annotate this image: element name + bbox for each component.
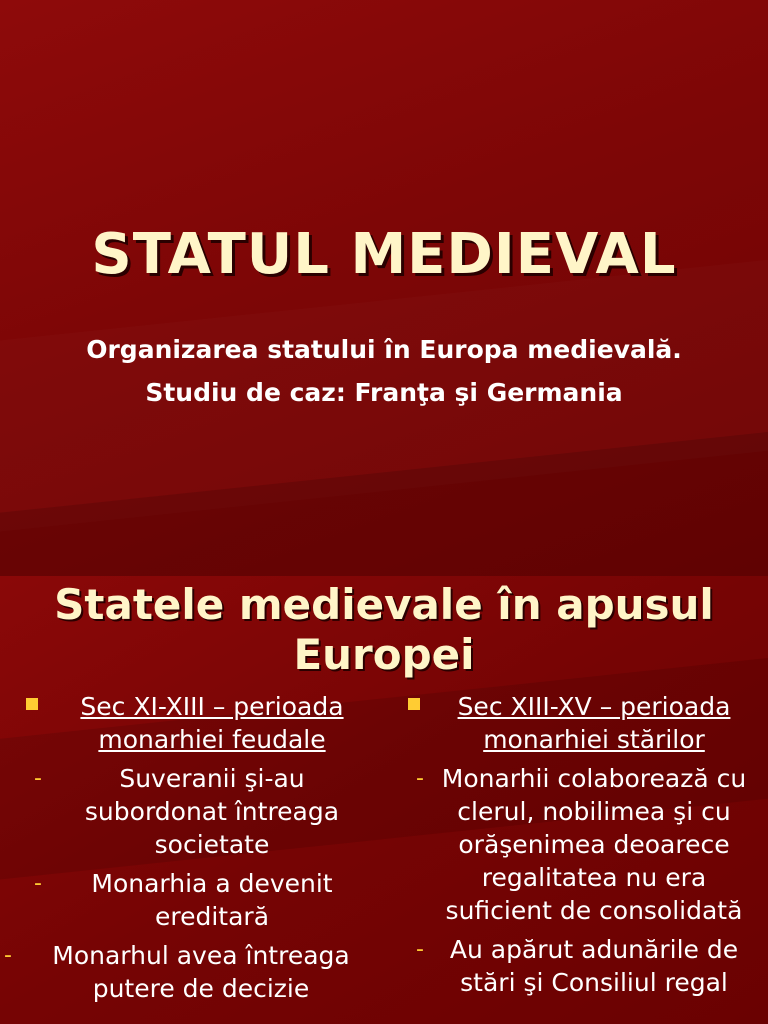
square-bullet-icon <box>26 698 38 710</box>
sub-item <box>408 933 758 999</box>
right-column <box>408 690 758 999</box>
left-column <box>4 690 376 1005</box>
dash-icon: - <box>34 871 42 896</box>
sub-item-text: Monarhii colaborează cu clerul, nobilimea şi cu orăşenimea deoarece regalitatea nu era suficient de consolidată <box>441 764 747 925</box>
subtitle-line: Organizarea statului în Europa medievală. <box>86 335 682 364</box>
sub-item-text: Monarhia a devenit ereditară <box>91 869 333 931</box>
sub-item-text: Monarhul avea întreaga putere de decizie <box>52 941 350 1003</box>
dash-icon: - <box>416 766 424 791</box>
content-slide <box>0 576 768 1024</box>
bullet-item <box>408 690 758 756</box>
dash-icon: - <box>416 937 424 962</box>
dash-icon: - <box>4 943 12 968</box>
sub-item <box>4 939 376 1005</box>
square-bullet-icon <box>408 698 420 710</box>
sub-item <box>26 762 376 861</box>
bullet-heading: Sec XIII-XV – perioada monarhiei stărilor <box>457 692 731 754</box>
slide-subtitle <box>84 333 684 419</box>
slide-title: Statele medievale în apusul Europei <box>54 580 714 679</box>
sub-item <box>26 867 376 933</box>
bullet-heading: Sec XI-XIII – perioada monarhiei feudale <box>80 692 344 754</box>
sub-item <box>408 762 758 927</box>
slide-title: STATUL MEDIEVAL <box>91 222 677 287</box>
bullet-item <box>26 690 376 756</box>
subtitle-line: Studiu de caz: Franţa şi Germania <box>145 378 623 407</box>
dash-icon: - <box>34 766 42 791</box>
sub-item-text: Suveranii şi-au subordonat întreaga societate <box>84 764 340 859</box>
sub-item-text: Au apărut adunările de stări şi Consiliul regal <box>449 935 739 997</box>
